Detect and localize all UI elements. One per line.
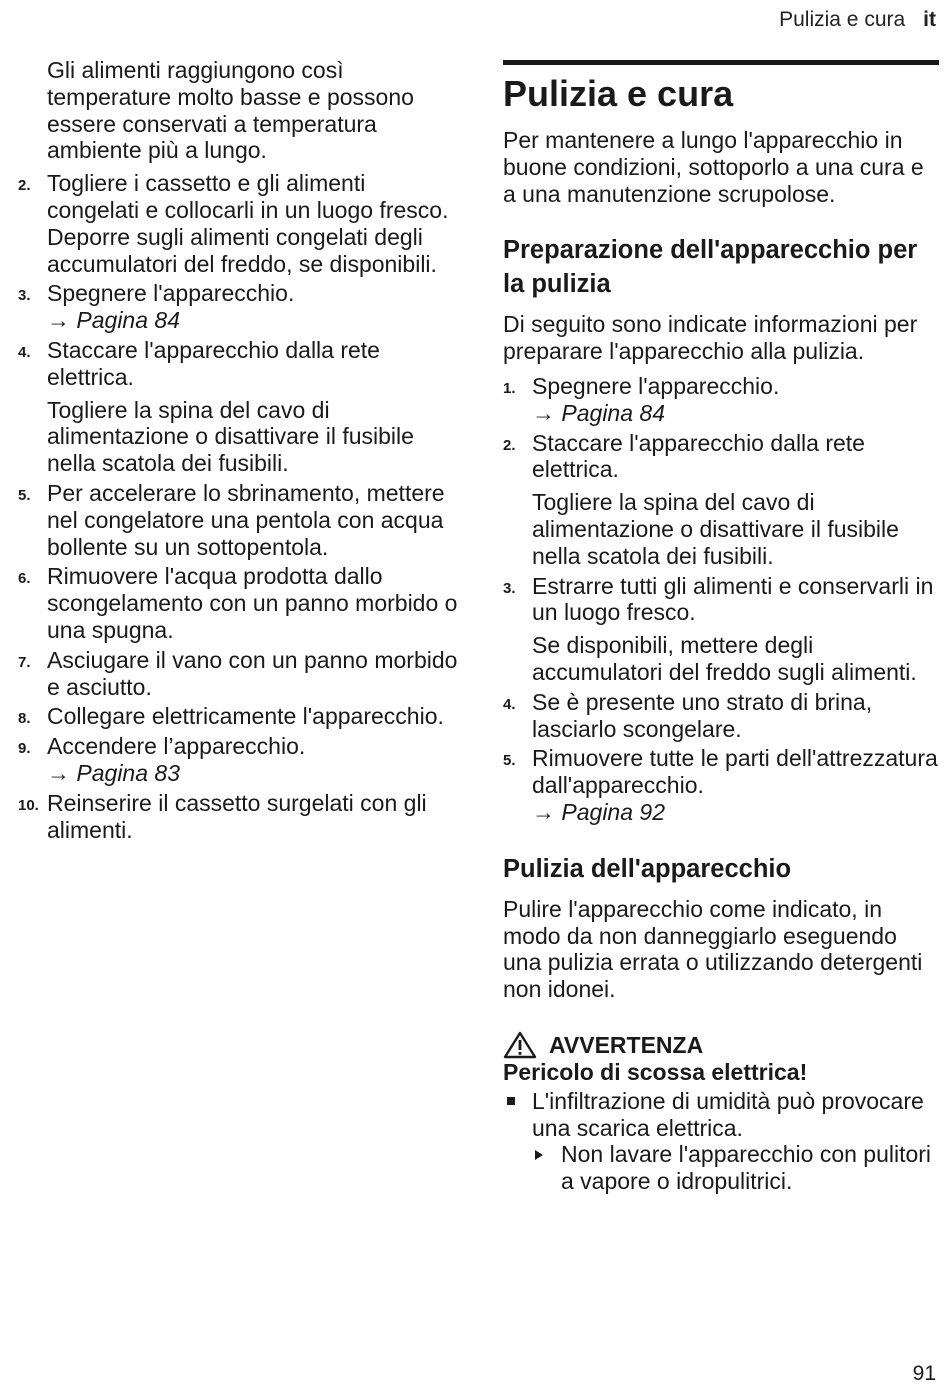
warning-heading [503, 1031, 939, 1059]
left-column [18, 57, 458, 846]
page-reference-link[interactable]: → Pagina 92 [532, 798, 665, 825]
section-heading-preparation: Preparazione dell'apparecchio per la pulizia [503, 236, 918, 299]
step-number: 1. [503, 379, 516, 397]
page-reference-link[interactable]: → Pagina 84 [47, 307, 180, 334]
step-text: Staccare l'apparecchio dalla rete elettrica. [532, 429, 865, 483]
list-item [503, 573, 939, 686]
step-text: Collegare elettricamente l'apparecchio. [47, 703, 444, 730]
list-item [18, 337, 458, 477]
list-item [503, 430, 939, 570]
page-number: 91 [912, 1362, 936, 1385]
step-subtext: Se disponibili, mettere degli accumulatori del freddo sugli alimenti. [532, 632, 917, 685]
left-intro-paragraph: Gli alimenti raggiungono così temperature molto basse e possono essere conservati a temperatura ambiente più a lungo. [47, 57, 414, 164]
step-number: 3. [18, 287, 31, 305]
list-item [18, 733, 458, 787]
step-subtext: Togliere la spina del cavo di alimentazione o disattivare il fusibile nella scatola dei fusibili. [47, 396, 414, 477]
list-item [18, 703, 458, 730]
step-number: 6. [18, 570, 31, 588]
right-column [503, 60, 939, 1195]
warning-action [532, 1141, 939, 1195]
step-number: 4. [18, 343, 31, 361]
warning-item-text: L'infiltrazione di umidità può provocare una scarica elettrica. [532, 1087, 924, 1141]
action-arrow-icon [535, 1150, 543, 1160]
step-number: 4. [503, 695, 516, 713]
step-text: Accendere l’apparecchio. [47, 733, 306, 760]
preparation-steps-list [503, 373, 939, 826]
list-item [18, 280, 458, 334]
list-item [503, 745, 939, 825]
list-item [18, 563, 458, 643]
list-item [18, 790, 458, 844]
section-heading-cleaning: Pulizia dell'apparecchio [503, 854, 792, 883]
step-text: Spegnere l'apparecchio. [532, 372, 780, 399]
page-reference-link[interactable]: → Pagina 83 [47, 759, 180, 786]
list-item [503, 373, 939, 427]
header-language: it [923, 8, 936, 31]
step-text: Staccare l'apparecchio dalla rete elettrica. [47, 336, 380, 390]
step-subtext: Togliere la spina del cavo di alimentazione o disattivare il fusibile nella scatola dei fusibili. [532, 489, 899, 569]
step-text: Asciugare il vano con un panno morbido e asciutto. [47, 646, 458, 700]
running-header [779, 8, 936, 32]
cleaning-intro-paragraph: Pulire l'apparecchio come indicato, in modo da non danneggiarlo eseguendo una pulizia errata o utilizzando detergenti non idonei. [503, 895, 923, 1003]
header-section: Pulizia e cura [779, 8, 906, 31]
section-rule [503, 60, 939, 65]
step-number: 2. [503, 436, 516, 454]
step-text: Estrarre tutti gli alimenti e conservarli in un luogo fresco. [532, 572, 934, 626]
step-text: Rimuovere tutte le parti dell'attrezzatura dall'apparecchio. [532, 745, 938, 799]
warning-label: AVVERTENZA [549, 1031, 704, 1058]
step-number: 7. [18, 653, 31, 671]
step-number: 5. [18, 486, 31, 504]
warning-subtitle: Pericolo di scossa elettrica! [503, 1058, 808, 1085]
list-item [18, 647, 458, 701]
step-text: Togliere i cassetto e gli alimenti congelati e collocarli in un luogo fresco. Deporre sugli alimenti congelati degli accumulatori del freddo, se disponibili. [47, 170, 449, 277]
section-intro-paragraph: Per mantenere a lungo l'apparecchio in buone condizioni, sottoporlo a una cura e a una manutenzione scrupolose. [503, 127, 924, 207]
page-reference-link[interactable]: → Pagina 84 [532, 399, 665, 426]
step-text: Reinserire il cassetto surgelati con gli alimenti. [47, 789, 427, 843]
step-text: Rimuovere l'acqua prodotta dallo scongelamento con un panno morbido o una spugna. [47, 563, 458, 643]
list-item [18, 170, 458, 277]
preparation-intro-paragraph: Di seguito sono indicate informazioni per preparare l'apparecchio alla pulizia. [503, 311, 918, 365]
warning-list [503, 1088, 939, 1195]
step-number: 5. [503, 752, 516, 770]
step-text: Spegnere l'apparecchio. [47, 280, 295, 307]
step-number: 8. [18, 710, 31, 728]
step-text: Se è presente uno strato di brina, lasciarlo scongelare. [532, 688, 873, 742]
step-number: 3. [503, 579, 516, 597]
list-item [18, 480, 458, 560]
step-number: 10. [18, 796, 39, 814]
step-text: Per accelerare lo sbrinamento, mettere nel congelatore una pentola con acqua bollente su un sottopentola. [47, 479, 445, 560]
left-steps-list [18, 170, 458, 843]
warning-triangle-icon [503, 1031, 537, 1059]
step-number: 9. [18, 740, 31, 758]
page-title: Pulizia e cura [503, 73, 734, 114]
warning-action-text: Non lavare l'apparecchio con pulitori a vapore o idropulitrici. [561, 1141, 932, 1195]
bullet-square-icon [507, 1097, 515, 1105]
list-item [503, 1088, 939, 1195]
step-number: 2. [18, 177, 31, 195]
list-item [503, 689, 939, 743]
